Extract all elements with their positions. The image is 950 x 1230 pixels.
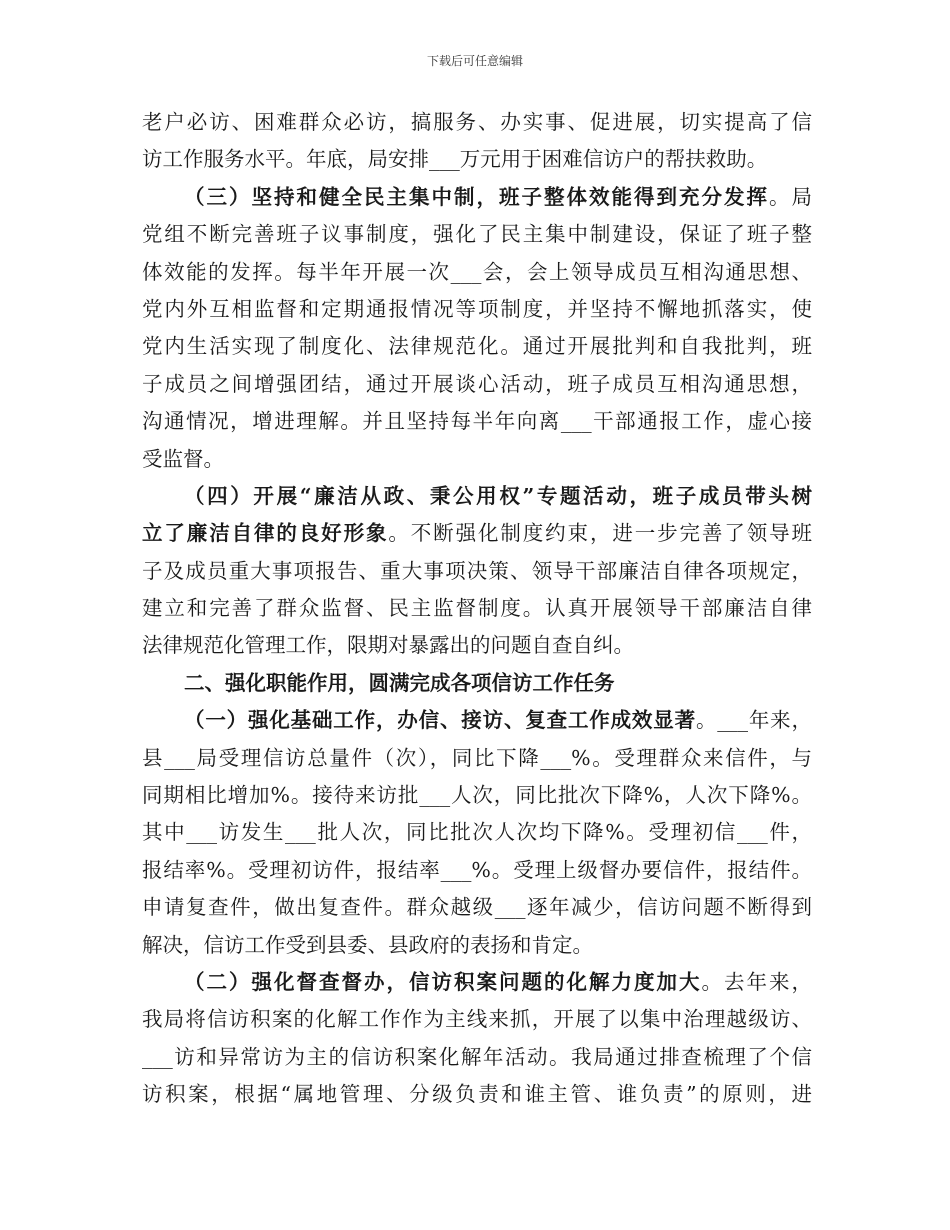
page-header: 下载后可任意编辑 — [426, 54, 523, 68]
document-body — [142, 104, 812, 1114]
section-heading: （四）开展“廉洁从政、秉公用权”专题活动，班子成员带头树 — [184, 483, 812, 508]
text-line: 沟通情况，增进理解。并且坚持每半年向离___干部通报工作，虚心接 — [142, 409, 812, 434]
section-heading: （二）强化督查督办，信访积案问题的化解力度加大 — [184, 969, 702, 994]
paragraph-text: 。去年来， — [701, 969, 812, 994]
text-line: 报结率%。受理初访件，报结率___%。受理上级督办要信件，报结件。 — [142, 857, 812, 882]
paragraph-text: 。局 — [769, 184, 812, 209]
text-line: 党内生活实现了制度化、法律规范化。通过开展批判和自我批判，班 — [142, 334, 812, 359]
text-line — [142, 478, 812, 515]
text-line: 我局将信访积案的化解工作作为主线来抓，开展了以集中治理越级访、 — [142, 1007, 812, 1032]
text-line: ___访和异常访为主的信访积案化解年活动。我局通过排查梳理了个信 — [142, 1044, 812, 1069]
text-line: 建立和完善了群众监督、民主监督制度。认真开展领导干部廉洁自律 — [142, 596, 812, 621]
text-line: 申请复查件，做出复查件。群众越级___逐年减少，信访问题不断得到 — [142, 895, 812, 920]
text-line: 体效能的发挥。每半年开展一次___会，会上领导成员互相沟通思想、 — [142, 259, 812, 284]
text-line — [142, 964, 812, 1001]
text-line: 访工作服务水平。年底，局安排___万元用于困难信访户的帮扶救助。 — [142, 147, 768, 172]
text-line: 解决，信访工作受到县委、县政府的表扬和肯定。 — [142, 932, 593, 957]
text-line: 县___局受理信访总量件（次），同比下降___%。受理群众来信件，与 — [142, 745, 812, 770]
text-line: 党组不断完善班子议事制度，强化了民主集中制建设，保证了班子整 — [142, 222, 812, 247]
text-line: 子及成员重大事项报告、重大事项决策、领导干部廉洁自律各项规定， — [142, 558, 812, 583]
paragraph-text: 。___年来， — [695, 708, 813, 733]
text-line: 子成员之间增强团结，通过开展谈心活动，班子成员互相沟通思想， — [142, 371, 812, 396]
text-line: 老户必访、困难群众必访，搞服务、办实事、促进展，切实提高了信 — [142, 110, 812, 134]
section-heading: （一）强化基础工作，办信、接访、复查工作成效显著 — [184, 708, 696, 733]
paragraph-text: 。不断强化制度约束，进一步完善了领导班 — [388, 521, 813, 546]
text-line: 其中___访发生___批人次，同比批次人次均下降%。受理初信___件， — [142, 820, 812, 845]
text-line: 同期相比增加%。接待来访批___人次，同比批次下降%，人次下降%。 — [142, 783, 812, 808]
text-line: 访积案，根据“属地管理、分级负责和谁主管、谁负责”的原则，进 — [142, 1082, 812, 1107]
section-heading: 二、强化职能作用，圆满完成各项信访工作任务 — [184, 670, 615, 695]
text-line: 受监督。 — [142, 446, 224, 471]
section-heading: 立了廉洁自律的良好形象 — [142, 521, 389, 546]
text-line — [142, 515, 812, 552]
text-line — [142, 179, 812, 216]
text-line: 党内外互相监督和定期通报情况等项制度，并坚持不懈地抓落实，使 — [142, 296, 812, 321]
text-line — [142, 665, 812, 702]
section-heading: （三）坚持和健全民主集中制，班子整体效能得到充分发挥 — [184, 184, 769, 209]
text-line — [142, 702, 812, 739]
text-line: 法律规范化管理工作，限期对暴露出的问题自查自纠。 — [142, 633, 634, 658]
